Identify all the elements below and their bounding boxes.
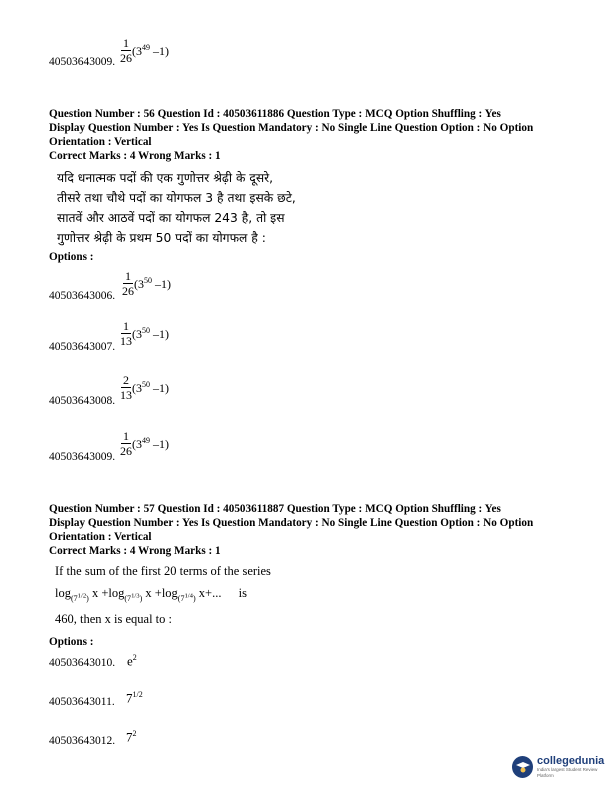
q57-marks: Correct Marks : 4 Wrong Marks : 1 xyxy=(49,545,221,557)
q56-option-expression: $\frac{1}{26}$ ($3^{49}$ –1) xyxy=(120,429,169,458)
q56-question-text: यदि धनात्मक पदों की एक गुणोत्तर श्रेढ़ी के दूसरे, तीसरे तथा चौथे पदों का योगफल 3 है तथा इसके छटे, सातवें और आठवें पदों का योगफल 243 है, तो इस गुणोत्तर श्रेढ़ी के प्रथम 50 पदों का योगफल है : xyxy=(57,171,296,245)
q57-option-value: $7^{1/2}$ xyxy=(126,690,143,706)
q57-option-value: $7^2$ xyxy=(126,729,137,745)
top-option-id: 40503643009. xyxy=(49,56,116,68)
q57-option-value: $e^2$ xyxy=(127,653,137,669)
q57-question-line1: If the sum of the first 20 terms of the series xyxy=(55,564,271,578)
graduate-cap-icon xyxy=(512,756,533,778)
q56-option-expression: $\frac{1}{13}$ ($3^{50}$ –1) xyxy=(120,319,169,348)
q56-marks: Correct Marks : 4 Wrong Marks : 1 xyxy=(49,150,221,162)
q57-series-expression: $\log_{(7^{1/2})} x +\log_{(7^{1/3})}$ $x +\log_{(7^{1/4})}$ x+... is xyxy=(55,586,247,603)
q57-option-id: 40503643012. xyxy=(49,735,116,747)
q57-options-label: Options : xyxy=(49,636,94,648)
q56-option-expression: $\frac{2}{13}$ ($3^{50}$ –1) xyxy=(120,373,169,402)
top-option-expression: $\frac{1}{26}$ ($3^{49}$ –1) xyxy=(120,36,169,65)
q57-question-line3: 460, then x is equal to : xyxy=(55,612,172,626)
q57-metadata: Question Number : 57 Question Id : 40503611887 Question Type : MCQ Option Shuffling : Yes Display Question Number : Yes Is Question Mandatory : No Single Line Question Option : No Option Orientation : Vertical Correct Marks : 4 Wrong Marks : 1 xyxy=(49,502,589,558)
q56-metadata: Question Number : 56 Question Id : 40503611886 Question Type : MCQ Option Shuffling : Yes Display Question Number : Yes Is Question Mandatory : No Single Line Question Option : No Option Orientation : Vertical Correct Marks : 4 Wrong Marks : 1 xyxy=(49,107,589,163)
q57-option-id: 40503643011. xyxy=(49,696,115,708)
q56-options-label: Options : xyxy=(49,251,94,263)
q56-option-id: 40503643008. xyxy=(49,395,116,407)
fraction: $\frac{1}{26}$ xyxy=(120,36,132,65)
q56-option-id: 40503643006. xyxy=(49,290,116,302)
q56-option-id: 40503643009. xyxy=(49,451,116,463)
collegedunia-logo: collegedunia India's largest Student Review Platform xyxy=(512,755,612,779)
q57-option-id: 40503643010. xyxy=(49,657,116,669)
q56-option-id: 40503643007. xyxy=(49,341,116,353)
q56-option-expression: $\frac{1}{26}$ ($3^{50}$ –1) xyxy=(122,269,171,298)
